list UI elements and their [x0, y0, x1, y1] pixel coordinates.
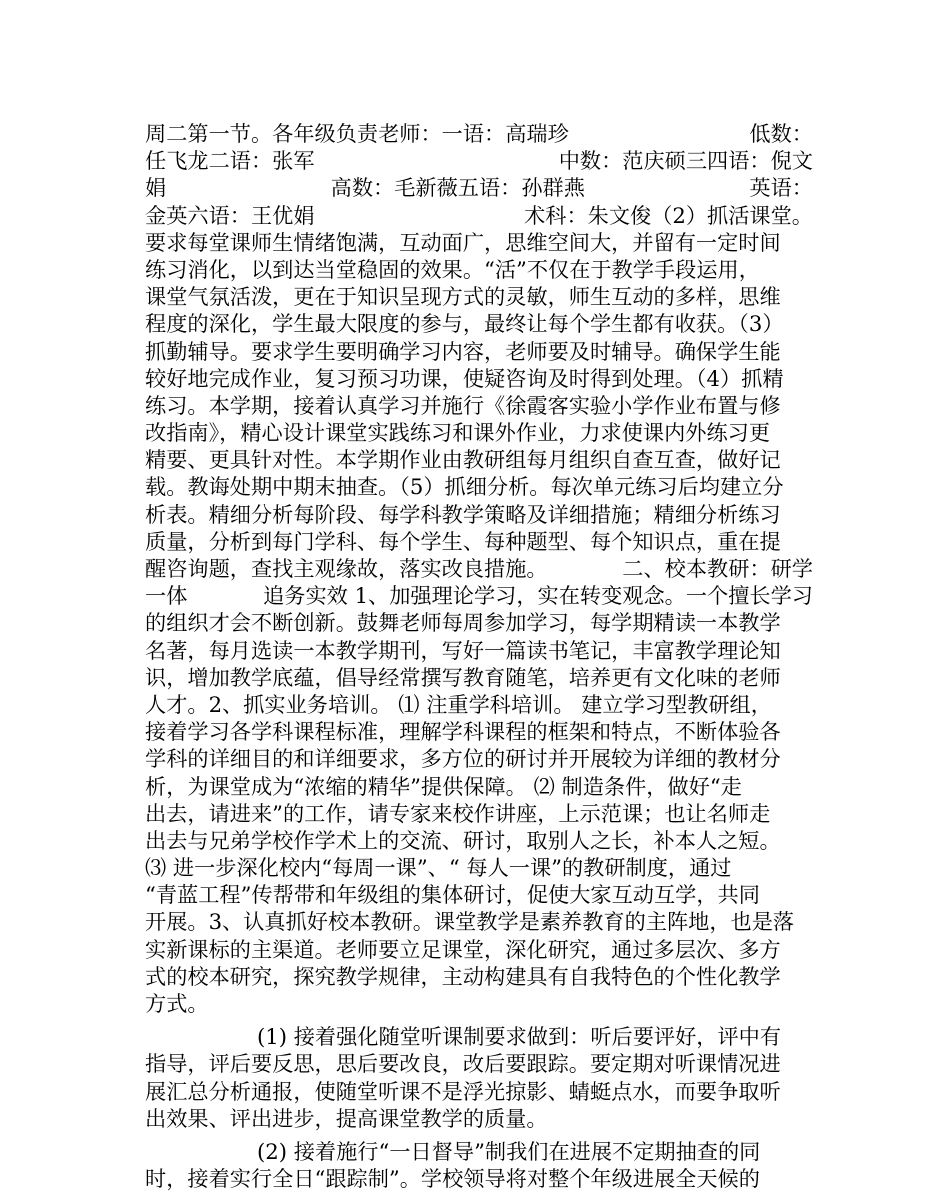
text-segment: 高数：毛新薇五语：孙群燕 — [330, 175, 585, 201]
text-segment: 一体 — [145, 583, 188, 609]
text-line: 出效果、评出进步，提高课堂教学的质量。 — [145, 1105, 548, 1131]
text-line: “青蓝工程”传帮带和年级组的集体研讨，促使大家互动互学，共同 — [145, 882, 760, 908]
text-line — [145, 582, 813, 609]
text-line: 载。教诲处期中期末抽查。（5）抓细分析。每次单元练习后均建立分 — [145, 474, 784, 500]
text-line: 出去，请进来”的工作，请专家来校作讲座，上示范课；也让名师走 — [145, 800, 771, 826]
text-line — [145, 202, 813, 229]
paragraph-supervision — [145, 1138, 813, 1192]
text-line: 析表。精细分析每阶段、每学科教学策略及详细措施；精细分析练习 — [145, 501, 781, 527]
text-line: 开展。3、认真抓好校本教研。课堂教学是素养教育的主阵地，也是落 — [145, 909, 795, 935]
text-line: 程度的深化，学生最大限度的参与，最终让每个学生都有收获。（3） — [145, 311, 784, 337]
text-line — [145, 555, 813, 582]
text-line: 名著，每月选读一本教学期刊，写好一篇读书笔记，丰富教学理论知 — [145, 637, 781, 663]
text-line: 接着学习各学科课程标准，理解学科课程的框架和特点，不断体验各 — [145, 719, 781, 745]
text-line: 的组织才会不断创新。鼓舞老师每周参加学习，每学期精读一本教学 — [145, 610, 781, 636]
text-segment: 周二第一节。各年级负责老师：一语：高瑞珍 — [145, 121, 569, 146]
main-paragraph — [145, 120, 813, 1017]
text-line: 实新课标的主渠道。老师要立足课堂，深化研究，通过多层次、多方 — [145, 936, 781, 962]
text-line: 展汇总分析通报，使随堂听课不是浮光掠影、蜻蜓点水，而要争取听 — [145, 1078, 781, 1104]
text-segment: 追务实效 1、加强理论学习，实在转变观念。一个擅长学习 — [263, 583, 813, 609]
text-line: 抓勤辅导。要求学生要明确学习内容，老师要及时辅导。确保学生能 — [145, 338, 781, 364]
paragraph-listening — [145, 1023, 813, 1132]
text-line: 时，接着实行全日“跟踪制”。学校领导将对整个年级进展全天候的 — [145, 1166, 760, 1192]
text-line: 方式。 — [145, 991, 209, 1016]
text-line: 指导，评后要反思，思后要改良，改后要跟踪。要定期对听课情况进 — [145, 1051, 781, 1077]
text-line: 课堂气氛活泼，更在于知识呈现方式的灵敏，师生互动的多样，思维 — [145, 284, 781, 310]
text-line: 练习。本学期，接着认真学习并施行《徐霞客实验小学作业布置与修 — [145, 392, 781, 418]
text-line — [145, 120, 813, 147]
text-segment: 二、校本教研：研学 — [622, 556, 813, 581]
body-text — [145, 120, 813, 1192]
text-segment: 英语： — [749, 175, 813, 201]
text-line: 式的校本研究，探究教学规律，主动构建具有自我特色的个性化教学 — [145, 963, 781, 989]
text-line: 改指南》，精心设计课堂实践练习和课外作业，力求使课内外练习更 — [145, 420, 771, 446]
text-line: ⑶ 进一步深化校内“每周一课”、“ 每人一课”的教研制度，通过 — [145, 855, 732, 881]
text-segment: 中数：范庆硕三四语：倪文 — [558, 148, 813, 174]
text-segment: 低数： — [749, 121, 813, 146]
text-line: (2) 接着施行“一日督导”制我们在进展不定期抽查的同 — [257, 1138, 761, 1164]
text-line: 人才。2、抓实业务培训。 ⑴ 注重学科培训。 建立学习型教研组， — [145, 691, 772, 717]
text-line: 学科的详细目的和详细要求，多方位的研讨并开展较为详细的教材分 — [145, 746, 781, 772]
text-line — [145, 174, 813, 201]
text-segment: 醒咨询题，查找主观缘故，落实改良措施。 — [145, 556, 548, 581]
text-line: 要求每堂课师生情绪饱满，互动面广，思维空间大，并留有一定时间 — [145, 229, 781, 255]
text-line: 识，增加教学底蕴，倡导经常撰写教育随笔，培养更有文化味的老师 — [145, 664, 781, 690]
text-line: 析，为课堂成为“浓缩的精华”提供保障。 ⑵ 制造条件，做好“走 — [145, 773, 742, 799]
text-segment: 任飞龙二语：张军 — [145, 148, 315, 174]
text-line: 精要、更具针对性。本学期作业由教研组每月组织自查互查，做好记 — [145, 447, 781, 473]
text-line: 出去与兄弟学校作学术上的交流、研讨，取别人之长，补本人之短。 — [145, 827, 781, 853]
text-segment: 娟 — [145, 175, 167, 201]
text-line: 练习消化，以到达当堂稳固的效果。“活”不仅在于教学手段运用， — [145, 256, 760, 282]
text-line: 较好地完成作业，复习预习功课，使疑咨询及时得到处理。（4）抓精 — [145, 365, 784, 391]
text-segment: 金英六语：王优娟 — [145, 202, 315, 228]
text-line: (1) 接着强化随堂听课制要求做到：听后要评好，评中有 — [257, 1024, 782, 1050]
text-line: 质量，分析到每门学科、每个学生、每种题型、每个知识点，重在提 — [145, 528, 781, 554]
text-line — [145, 147, 813, 174]
text-segment: 术科：朱文俊（2）抓活课堂。 — [524, 202, 813, 228]
